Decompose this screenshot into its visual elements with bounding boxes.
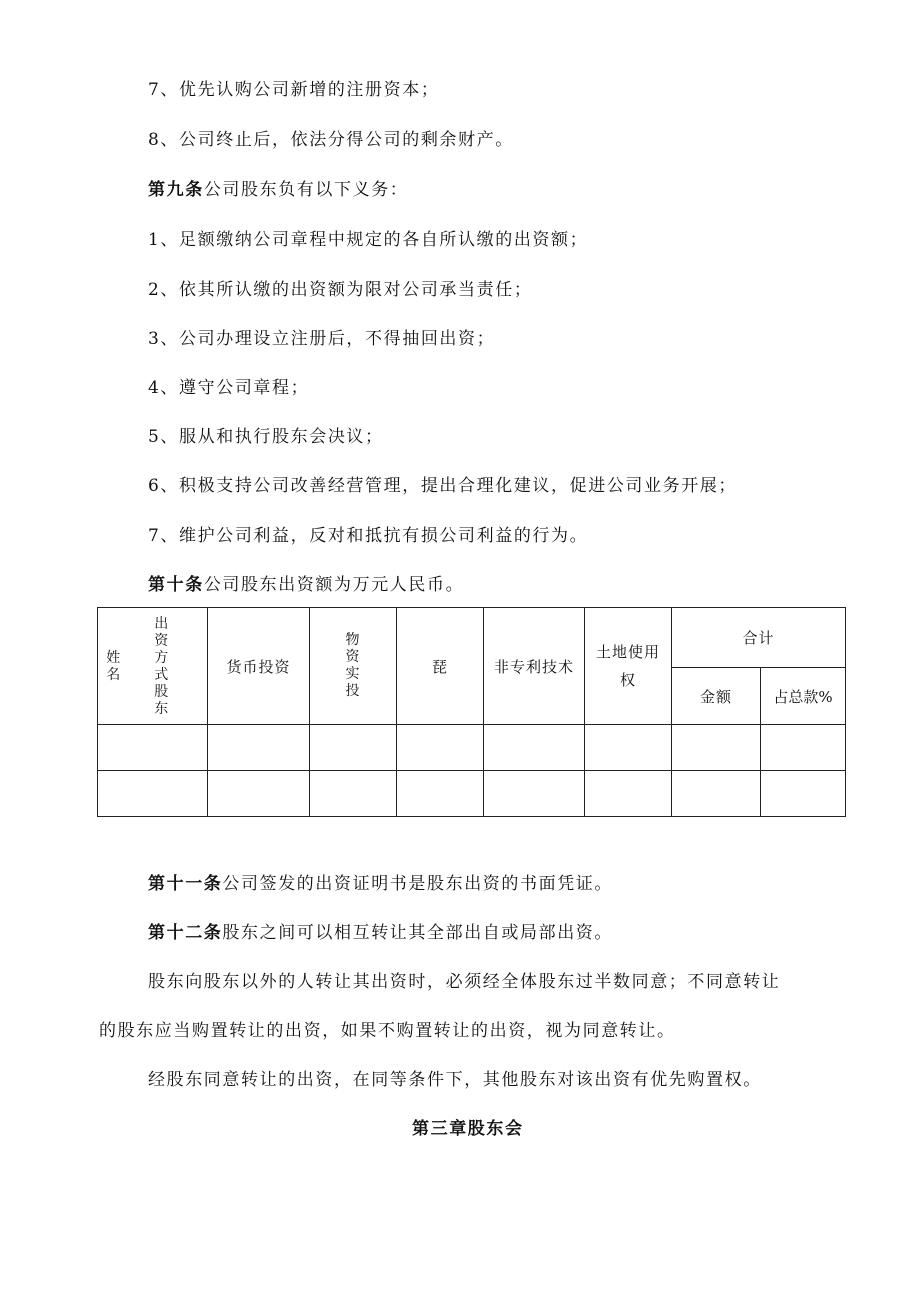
article-11-head: 第十一条 xyxy=(148,874,223,894)
article-10-head: 第十条 xyxy=(148,575,204,595)
col-physical: 物资实投 xyxy=(345,632,361,699)
table-cell xyxy=(208,771,310,817)
table-cell xyxy=(761,725,846,771)
table-cell xyxy=(98,771,208,817)
duty-item-3: 3、公司办理设立注册后，不得抽回出资； xyxy=(148,329,496,349)
duty-item-7: 7、维护公司利益，反对和抵抗有损公司利益的行为。 xyxy=(148,526,589,546)
paragraph-priority: 经股东同意转让的出资，在同等条件下，其他股东对该出资有优先购置权。 xyxy=(148,1070,762,1090)
table-cell xyxy=(310,725,397,771)
table-cell xyxy=(397,725,484,771)
col-cash: 货币投资 xyxy=(208,608,310,725)
article-9 xyxy=(148,178,408,202)
article-11-text: 公司签发的出资证明书是股东出资的书面凭证。 xyxy=(222,874,614,894)
table-cell xyxy=(761,771,846,817)
header-name: 姓名 xyxy=(106,650,122,683)
duty-item-5: 5、服从和执行股东会决议； xyxy=(148,427,384,447)
table-cell xyxy=(484,725,585,771)
article-12 xyxy=(148,921,613,945)
table-cell xyxy=(484,771,585,817)
duty-item-6: 6、积极支持公司改善经营管理，提出合理化建议，促进公司业务开展； xyxy=(148,476,738,496)
header-name-method-cell xyxy=(98,608,208,725)
paragraph-transfer-line2: 的股东应当购置转让的出资，如果不购置转让的出资，视为同意转让。 xyxy=(99,1021,676,1041)
col-glyph: 琵 xyxy=(397,608,484,725)
article-9-head: 第九条 xyxy=(148,180,204,200)
col-land: 土地使用权 xyxy=(585,608,672,725)
article-12-head: 第十二条 xyxy=(148,923,223,943)
col-total: 合计 xyxy=(672,608,846,668)
table-cell xyxy=(208,725,310,771)
table-cell xyxy=(98,725,208,771)
duty-item-1: 1、足额缴纳公司章程中规定的各自所认缴的出资额； xyxy=(148,230,589,250)
duty-item-2: 2、依其所认缴的出资额为限对公司承当责任； xyxy=(148,280,533,300)
duty-item-4: 4、遵守公司章程； xyxy=(148,378,310,398)
table-cell xyxy=(585,725,672,771)
table-cell xyxy=(397,771,484,817)
article-11 xyxy=(148,872,613,896)
right-item-8: 8、公司终止后，依法分得公司的剩余财产。 xyxy=(148,130,514,150)
table-cell xyxy=(310,771,397,817)
paragraph-transfer-line1: 股东向股东以外的人转让其出资时，必须经全体股东过半数同意；不同意转让 xyxy=(148,972,781,992)
col-physical-cell xyxy=(310,608,397,725)
table-row xyxy=(98,725,846,771)
shareholder-table xyxy=(97,607,846,817)
table-cell xyxy=(585,771,672,817)
header-method: 出资方式股东 xyxy=(154,616,170,717)
right-item-7: 7、优先认购公司新增的注册资本； xyxy=(148,80,440,100)
chapter-title: 第三章股东会 xyxy=(412,1119,524,1139)
table-row xyxy=(98,771,846,817)
col-nonpatent: 非专利技术 xyxy=(484,608,585,725)
article-10-text: 公司股东出资额为万元人民币。 xyxy=(203,575,465,595)
table-cell xyxy=(672,725,761,771)
article-9-text: 公司股东负有以下义务： xyxy=(203,180,409,200)
col-percent: 占总款% xyxy=(761,668,846,725)
table-cell xyxy=(672,771,761,817)
article-12-text: 股东之间可以相互转让其全部出自或局部出资。 xyxy=(222,923,614,943)
article-10 xyxy=(148,573,464,597)
col-amount: 金额 xyxy=(672,668,761,725)
